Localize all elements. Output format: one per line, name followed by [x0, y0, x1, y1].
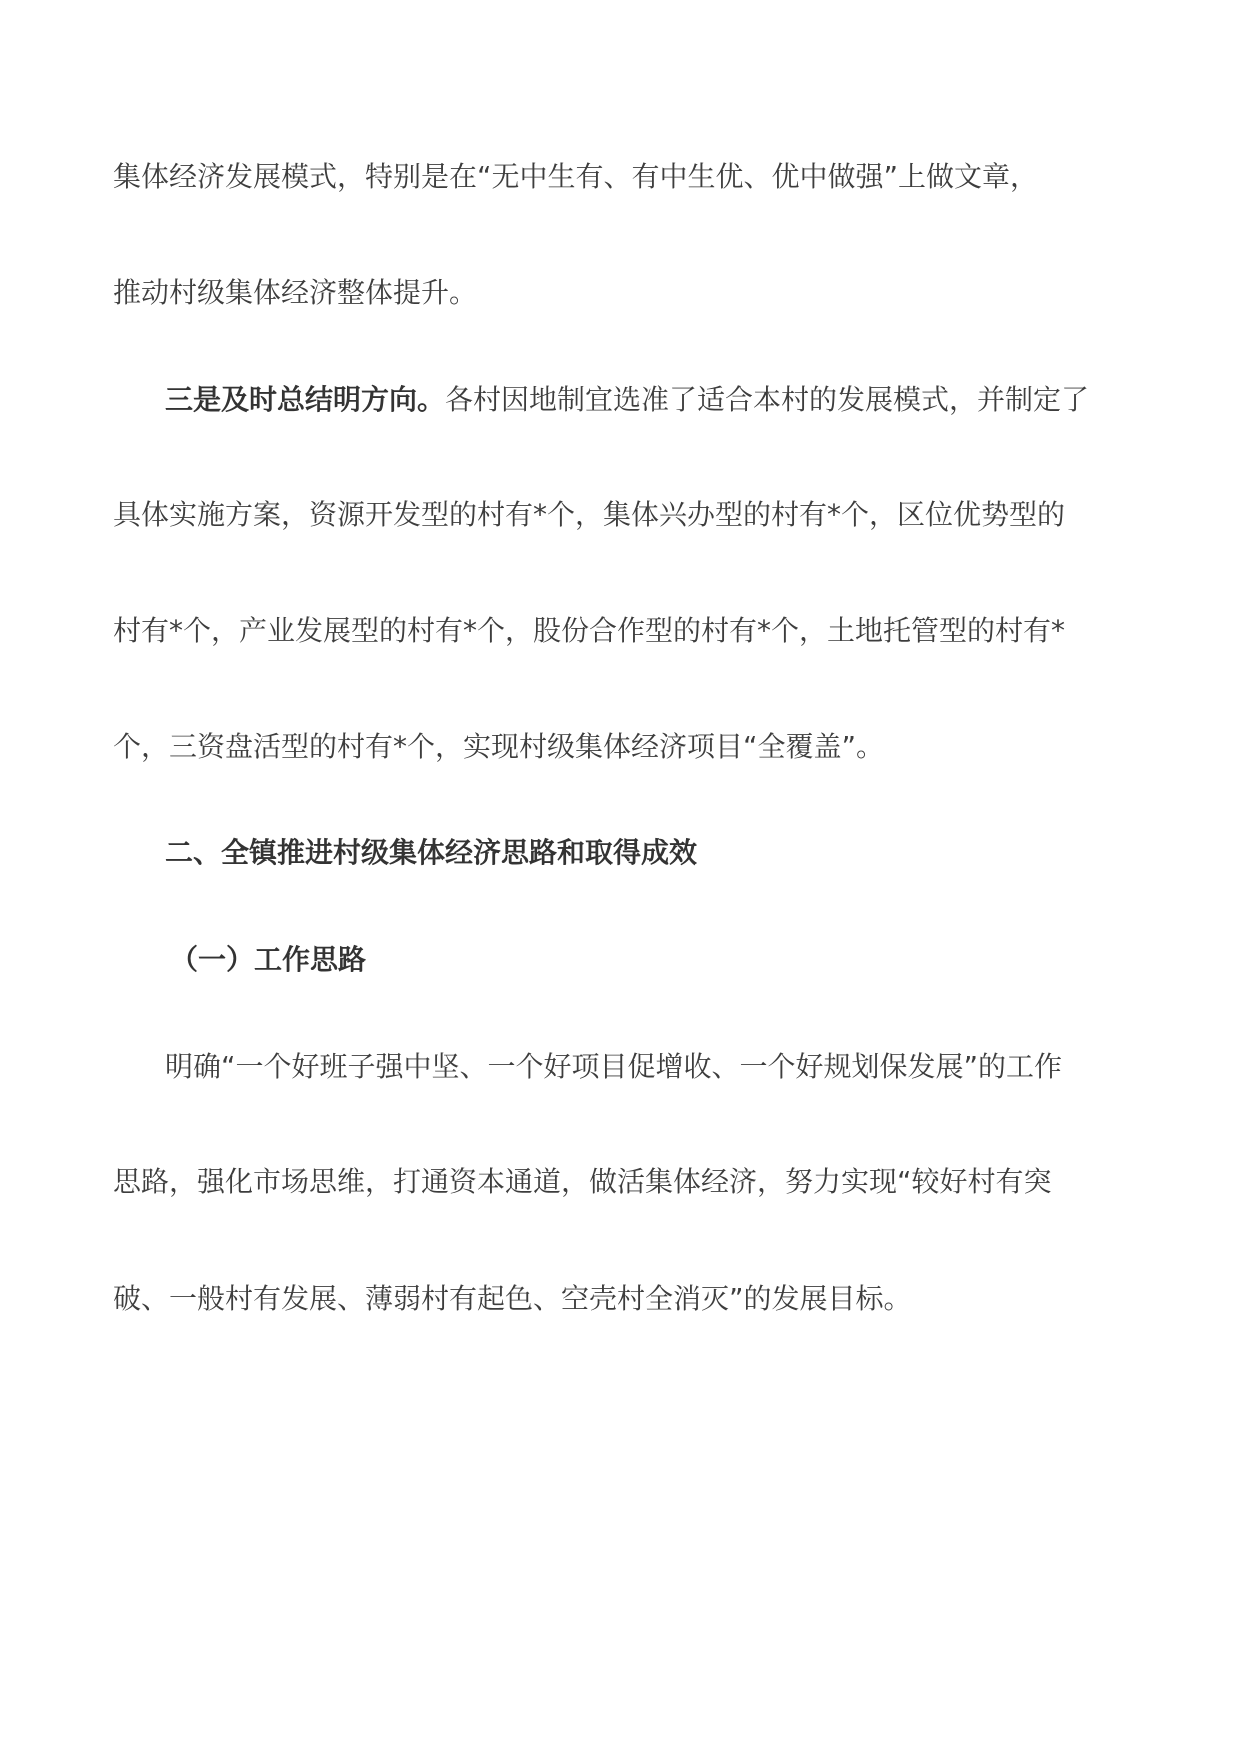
paragraph-lead-rest: 各村因地制宜选准了适合本村的发展模式，并制定了: [445, 383, 1090, 416]
paragraph-lead-bold: 三是及时总结明方向。: [165, 383, 446, 416]
text-line-4: 具体实施方案，资源开发型的村有*个，集体兴办型的村有*个，区位优势型的: [113, 498, 1066, 531]
subsection-heading: （一）工作思路: [170, 943, 367, 976]
text-line-1: 集体经济发展模式，特别是在“无中生有、有中生优、优中做强”上做文章，: [113, 160, 1039, 193]
section-heading: 二、全镇推进村级集体经济思路和取得成效: [165, 836, 698, 869]
paragraph-three-first-line: [165, 380, 1130, 420]
text-line-11: 破、一般村有发展、薄弱村有起色、空壳村全消灭”的发展目标。: [113, 1282, 912, 1315]
text-line-10: 思路，强化市场思维，打通资本通道，做活集体经济，努力实现“较好村有突: [113, 1165, 1052, 1198]
text-line-6: 个，三资盘活型的村有*个，实现村级集体经济项目“全覆盖”。: [113, 730, 885, 763]
text-line-9: 明确“一个好班子强中坚、一个好项目促增收、一个好规划保发展”的工作: [165, 1050, 1063, 1083]
text-line-2: 推动村级集体经济整体提升。: [113, 276, 478, 309]
text-line-5: 村有*个，产业发展型的村有*个，股份合作型的村有*个，土地托管型的村有*: [113, 614, 1066, 647]
